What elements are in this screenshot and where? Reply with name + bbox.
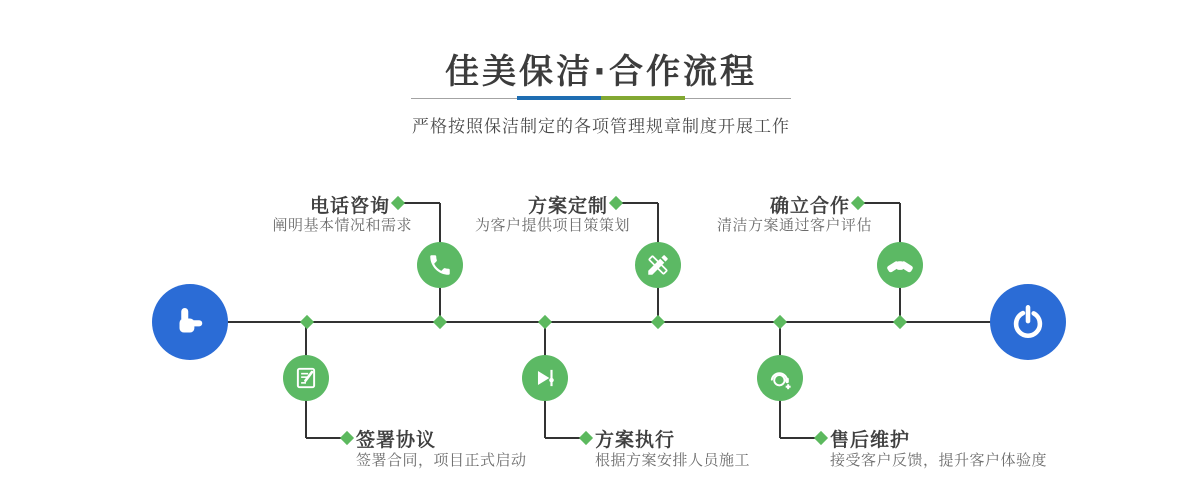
divider-blue-segment bbox=[517, 96, 601, 100]
step-desc-phone: 阐明基本情况和需求 bbox=[272, 216, 412, 234]
step-desc-cooperate: 清洁方案通过客户评估 bbox=[716, 216, 872, 234]
divider-green-segment bbox=[601, 96, 685, 100]
step-node-phone bbox=[417, 242, 463, 288]
step-node-handshake bbox=[877, 242, 923, 288]
diamond-marker bbox=[300, 315, 314, 329]
diamond-marker bbox=[433, 315, 447, 329]
phone-icon bbox=[427, 252, 453, 278]
divider-gray-right bbox=[685, 98, 791, 99]
step-title-cooperate: 确立合作 bbox=[769, 195, 850, 217]
diamond-marker bbox=[391, 196, 405, 210]
diamond-marker bbox=[773, 315, 787, 329]
diamond-marker bbox=[579, 431, 593, 445]
pointing-hand-icon bbox=[169, 301, 211, 343]
play-next-icon bbox=[532, 365, 558, 391]
step-title-execute: 方案执行 bbox=[595, 429, 676, 451]
handshake-icon bbox=[886, 251, 914, 279]
start-node bbox=[152, 284, 228, 360]
title-divider bbox=[411, 96, 791, 100]
step-title-design: 方案定制 bbox=[527, 195, 608, 217]
diamond-marker bbox=[538, 315, 552, 329]
step-title-sign: 签署协议 bbox=[356, 429, 437, 451]
diamond-marker bbox=[609, 196, 623, 210]
diamond-marker bbox=[851, 196, 865, 210]
page-subtitle: 严格按照保洁制定的各项管理规章制度开展工作 bbox=[412, 117, 790, 137]
step-title-phone: 电话咨询 bbox=[309, 195, 390, 217]
step-desc-execute: 根据方案安排人员施工 bbox=[595, 451, 751, 469]
step-node-execute bbox=[522, 355, 568, 401]
step-desc-sign: 签署合同，项目正式启动 bbox=[356, 451, 527, 469]
step-desc-support: 接受客户反馈，提升客户体验度 bbox=[830, 451, 1048, 469]
diamond-marker bbox=[893, 315, 907, 329]
step-node-sign bbox=[283, 355, 329, 401]
page-title: 佳美保洁·合作流程 bbox=[445, 52, 757, 92]
pencil-ruler-icon bbox=[645, 252, 671, 278]
step-node-support bbox=[757, 355, 803, 401]
step-title-support: 售后维护 bbox=[830, 429, 911, 451]
step-desc-design: 为客户提供项目策策划 bbox=[474, 216, 630, 234]
diamond-marker bbox=[814, 431, 828, 445]
sign-document-icon bbox=[293, 365, 319, 391]
step-node-design bbox=[635, 242, 681, 288]
headset-plus-icon bbox=[767, 365, 794, 392]
divider-gray-left bbox=[411, 98, 517, 99]
diamond-marker bbox=[340, 431, 354, 445]
power-icon bbox=[1006, 300, 1050, 344]
diamond-marker bbox=[651, 315, 665, 329]
end-node bbox=[990, 284, 1066, 360]
